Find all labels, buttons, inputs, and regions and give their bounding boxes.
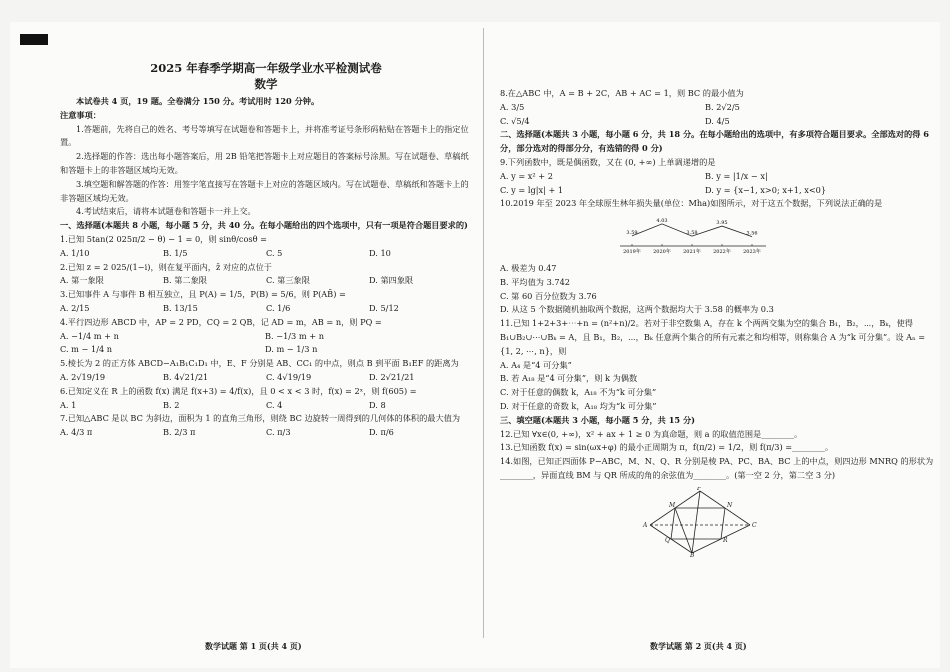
svg-text:M: M — [669, 501, 676, 509]
option-row — [60, 330, 472, 344]
question-option: B. 2√2/5 — [705, 101, 740, 112]
question-option: D. 5/12 — [369, 302, 399, 313]
chart-category-label: 2019年 — [623, 249, 641, 256]
question-option: C. 5 — [266, 247, 283, 258]
question-option: B. −1/3 m + n — [265, 330, 324, 341]
left-column — [60, 55, 472, 440]
svg-text:N: N — [727, 501, 733, 509]
option-row — [500, 170, 940, 184]
question-9-block — [500, 156, 940, 197]
note-item: 4.考试结束后，请将本试题卷和答题卡一并上交。 — [76, 206, 256, 217]
question-stem: 6.已知定义在 R 上的函数 f(x) 满足 f(x+3) = 4/f(x)，且 0 < x < 3 时，f(x) = 2ˣ，则 f(605) = — [60, 385, 417, 396]
question-option: A. 1/10 — [60, 247, 90, 258]
svg-text:C: C — [752, 521, 757, 529]
chart-data-label: 3.95 — [716, 220, 728, 227]
question-option: D. 10 — [369, 247, 391, 258]
svg-text:Q: Q — [665, 536, 670, 544]
question-option: A. 2/15 — [60, 302, 90, 313]
question-12: 12.已知 ∀x∈(0, +∞)，x² + ax + 1 ≥ 0 为真命题，则 a 的取值范围是________。 — [500, 428, 803, 439]
question-option: C. π/3 — [266, 427, 291, 438]
option-row — [60, 247, 472, 261]
question-stem: 10.2019 年至 2023 年全球原生林年损失量(单位：Mha)如图所示，对于这五个数据，下列说法正确的是 — [500, 198, 883, 209]
note-item: 1.答题前，先将自己的姓名、考号等填写在试题卷和答题卡上，并将准考证号条形码粘贴在答题卡上的指定位置。 — [60, 123, 469, 148]
registration-mark — [20, 34, 48, 45]
option-row — [60, 343, 472, 357]
option-row — [500, 101, 940, 115]
question-stem: 1.已知 5tan(2 025π/2 − θ) − 1 = 0，则 sinθ/cosθ = — [60, 233, 268, 244]
question-stem: 7.已知△ABC 是以 BC 为斜边，面积为 1 的直角三角形，则绕 BC 边旋转一周得到的几何体的体积的最大值为 — [60, 413, 461, 424]
exam-subject: 数学 — [254, 77, 278, 91]
question-option: B. y = |1/x − x| — [705, 170, 768, 181]
right-column — [500, 87, 940, 562]
question-option: C. √5/4 — [500, 115, 530, 126]
question-option: D. π/6 — [369, 427, 394, 438]
question-option: C. 4√19/19 — [266, 371, 312, 382]
chart-category-label: 2021年 — [683, 249, 701, 256]
question-option: B. 1/5 — [163, 247, 188, 258]
question-option: B. 4√21/21 — [163, 371, 209, 382]
svg-text:R: R — [723, 536, 728, 544]
column-divider — [483, 28, 484, 638]
question-option: B. 第二象限 — [163, 275, 207, 286]
chart-data-label: 3.59 — [626, 230, 638, 237]
question-stem: 8.在△ABC 中，A = B + 2C，AB + AC = 1，则 BC 的最小值为 — [500, 88, 744, 98]
question-option: A. −1/4 m + n — [60, 330, 119, 341]
question-option: C. m − 1/4 n — [60, 344, 113, 355]
question-stem: 5.棱长为 2 的正方体 ABCD−A₁B₁C₁D₁ 中，E、F 分别是 AB、CC₁ 的中点，则点 B 到平面 B₁EF 的距离为 — [60, 358, 459, 369]
option-row — [60, 371, 472, 385]
option-row — [500, 115, 940, 129]
svg-text:P: P — [697, 486, 702, 492]
question-stem: 2.已知 z = 2 025/(1−i)，则在复平面内，z̄ 对应的点位于 — [60, 261, 272, 272]
question-option: D. y = {x−1, x>0; x+1, x<0} — [705, 184, 827, 195]
question-option: D. 4/5 — [705, 115, 730, 126]
section2-heading: 二、选择题(本题共 3 小题，每小题 6 分，共 18 分。在每小题给出的选项中，有多项符合题目要求。全部选对的得 6 分，部分选对的得部分分，有选错的得 0 分) — [500, 129, 929, 154]
question-option: C. 1/6 — [266, 302, 291, 313]
chart-data-label: 3.58 — [686, 230, 698, 237]
question-11-option-d: D. 对于任意的奇数 k，A₁₈ 均为“k 可分集” — [500, 400, 657, 411]
question-stem: 3.已知事件 A 与事件 B 相互独立，且 P(A) = 1/5，P(B) = 5/6，则 P(AB̄) = — [60, 289, 346, 300]
footer-page-2: 数学试题 第 2 页(共 4 页) — [650, 641, 747, 651]
question-option: B. 2/3 π — [163, 427, 196, 438]
option-row — [500, 184, 940, 198]
question-11-option-a: A. A₄ 是“4 可分集” — [500, 359, 572, 370]
question-11-option-b: B. 若 A₁₈ 是“4 可分集”，则 k 为偶数 — [500, 373, 638, 384]
question-option: C. 第 60 百分位数为 3.76 — [500, 290, 597, 301]
question-option: A. 1 — [60, 399, 77, 410]
forest-loss-line-chart — [620, 213, 770, 255]
question-11-stem: 11.已知 1+2+3+⋯+n = (n²+n)/2。若对于非空数集 A，存在 k 个两两交集为空的集合 B₁，B₂，⋯，Bₖ，使得 B₁∪B₂∪⋯∪Bₖ = A，且 B₁，B₂，⋯，Bₖ 任意两个集合的所有元素之和均相等，则称集合 A 为“k 可分集”。设 Aₙ = {1, 2, ⋯, n}，则 — [500, 318, 926, 356]
option-row — [60, 274, 472, 288]
tetrahedron-figure — [640, 487, 760, 557]
exam-info: 本试卷共 4 页，19 题。全卷满分 150 分。考试用时 120 分钟。 — [76, 96, 320, 106]
question-option: C. 4 — [266, 399, 283, 410]
note-item: 2.选择题的作答：选出每小题答案后，用 2B 铅笔把答题卡上对应题目的答案标号涂黑。写在试题卷、草稿纸和答题卡上的非答题区域均无效。 — [60, 151, 469, 175]
svg-text:A: A — [643, 521, 648, 529]
question-option: C. 第三象限 — [266, 275, 310, 286]
question-13: 13.已知函数 f(x) = sin(ωx+φ) 的最小正周期为 π，f(π/2) = 1/2，则 f(π/3) =________。 — [500, 442, 834, 453]
option-row — [60, 399, 472, 413]
option-row — [60, 302, 472, 316]
question-11-option-c: C. 对于任意的偶数 k，A₁₈ 不为“k 可分集” — [500, 387, 657, 398]
question-10-options — [500, 262, 940, 317]
question-option: A. 第一象限 — [60, 275, 104, 286]
question-stem: 9.下列函数中，既是偶函数，又在 (0, +∞) 上单调递增的是 — [500, 156, 716, 167]
note-item: 3.填空题和解答题的作答：用签字笔直接写在答题卡上对应的答题区域内。写在试题卷、草稿纸和答题卡上的非答题区域均无效。 — [60, 178, 469, 203]
chart-category-label: 2023年 — [743, 249, 761, 256]
question-option: D. 8 — [369, 399, 386, 410]
chart-category-label: 2022年 — [713, 249, 731, 256]
question-8-block — [500, 87, 940, 128]
chart-category-label: 2020年 — [653, 249, 671, 256]
question-option: D. 第四象限 — [369, 275, 414, 286]
question-10-stem — [500, 197, 940, 211]
footer-page-1: 数学试题 第 1 页(共 4 页) — [205, 641, 302, 651]
question-option: D. 2√21/21 — [369, 371, 415, 382]
question-option: B. 平均值为 3.742 — [500, 276, 571, 287]
chart-data-label: 3.56 — [746, 230, 758, 237]
question-option: D. m − 1/3 n — [265, 344, 318, 355]
option-row — [60, 426, 472, 440]
exam-title: 2025 年春季学期高一年级学业水平检测试卷 — [150, 61, 382, 75]
question-option: A. 3/5 — [500, 101, 525, 112]
question-option: A. 极差为 0.47 — [500, 262, 557, 273]
question-option: A. y = x² + 2 — [500, 170, 553, 181]
question-option: C. y = lg|x| + 1 — [500, 184, 564, 195]
notes-heading: 注意事项： — [60, 109, 101, 120]
question-option: B. 2 — [163, 399, 180, 410]
question-option: B. 13/15 — [163, 302, 198, 313]
svg-text:B: B — [690, 551, 695, 557]
question-option: A. 4/3 π — [60, 427, 93, 438]
question-stem: 4.平行四边形 ABCD 中，AP = 2 PD，CQ = 2 QB，记 AD = m，AB = n，则 PQ = — [60, 316, 382, 327]
question-option: A. 2√19/19 — [60, 371, 106, 382]
question-14: 14.如图，已知正四面体 P−ABC，M、N、Q、R 分别是棱 PA、PC、BA、BC 上的中点，则四边形 MNRQ 的形状为________，异面直线 BM 与 QR 所成的角的余弦值为________。(第一空 2 分，第二空 3 分) — [500, 456, 934, 480]
section1-heading: 一、选择题(本题共 8 小题，每小题 5 分，共 40 分。在每小题给出的四个选项中，只有一项是符合题目要求的) — [60, 220, 468, 231]
section3-heading: 三、填空题(本题共 3 小题，每小题 5 分，共 15 分) — [500, 414, 696, 425]
left-question-list — [60, 233, 472, 440]
question-option: D. 从这 5 个数据随机抽取两个数据，这两个数据均大于 3.58 的概率为 0.3 — [500, 304, 774, 315]
chart-data-label: 4.03 — [656, 218, 668, 225]
